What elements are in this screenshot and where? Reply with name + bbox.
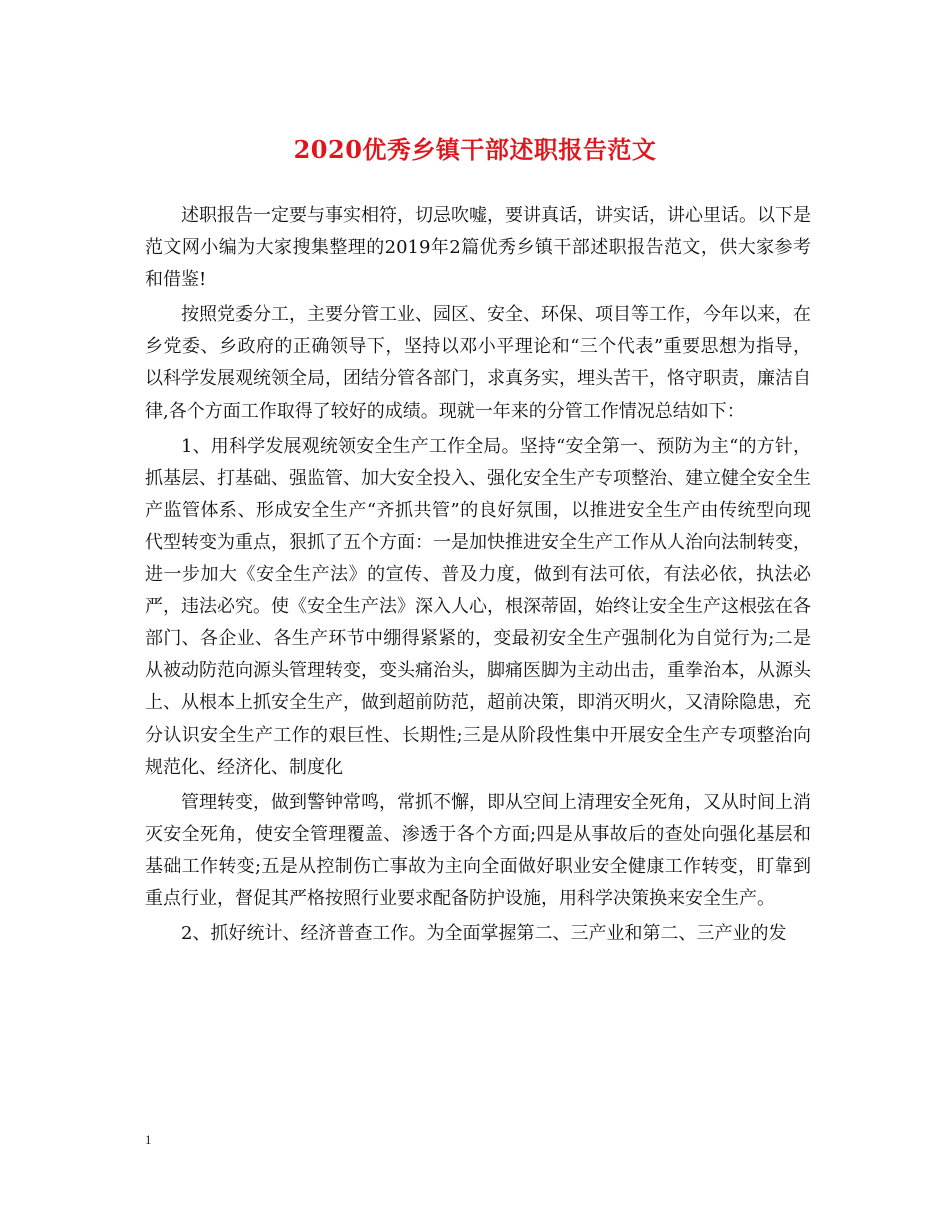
paragraph-overview: 按照党委分工，主要分管工业、园区、安全、环保、项目等工作，今年以来，在乡党委、乡政府的正确领导下，坚持以邓小平理论和“三个代表”重要思想为指导，以科学发展观统领全局，团结分管各部门，求真务实，埋头苦干，恪守职责，廉洁自律,各个方面工作取得了较好的成绩。现就一年来的分管工作情况总结如下： bbox=[145, 304, 811, 422]
document-title: 2020优秀乡镇干部述职报告范文 bbox=[293, 135, 657, 164]
page-number: 1 bbox=[145, 1132, 152, 1147]
paragraph-management-shift: 管理转变，做到警钟常鸣，常抓不懈，即从空间上清理安全死角，又从时间上消灭安全死角，使安全管理覆盖、渗透于各个方面;四是从事故后的查处向强化基层和基础工作转变;五是从控制伤亡事故为主向全面做好职业安全健康工作转变，盯靠到重点行业，督促其严格按照行业要求配备防护设施，用科学决策换来安全生产。 bbox=[145, 791, 811, 909]
paragraph-intro: 述职报告一定要与事实相符，切忌吹嘘，要讲真话，讲实话，讲心里话。以下是范文网小编为大家搜集整理的2019年2篇优秀乡镇干部述职报告范文，供大家参考和借鉴! bbox=[145, 205, 811, 291]
paragraph-statistics: 2、抓好统计、经济普查工作。为全面掌握第二、三产业和第二、三产业的发 bbox=[181, 923, 787, 945]
paragraph-safety-production: 1、用科学发展观统领安全生产工作全局。坚持“安全第一、预防为主“的方针，抓基层、打基础、强监管、加大安全投入、强化安全生产专项整治、建立健全安全生产监管体系、形成安全生产“齐抓共管”的良好氛围，以推进安全生产由传统型向现代型转变为重点，狠抓了五个方面：一是加快推进安全生产工作从人治向法制转变，进一步加大《安全生产法》的宣传、普及力度，做到有法可依，有法必依，执法必严，违法必究。使《安全生产法》深入人心，根深蒂固，始终让安全生产这根弦在各部门、各企业、各生产环节中绷得紧紧的，变最初安全生产强制化为自觉行为;二是从被动防范向源头管理转变，变头痛治头，脚痛医脚为主动出击，重拳治本，从源头上、从根本上抓安全生产，做到超前防范，超前决策，即消灭明火，又清除隐患，充分认识安全生产工作的艰巨性、长期性;三是从阶段性集中开展安全生产专项整治向规范化、经济化、制度化 bbox=[145, 435, 811, 778]
document-body bbox=[145, 200, 811, 953]
